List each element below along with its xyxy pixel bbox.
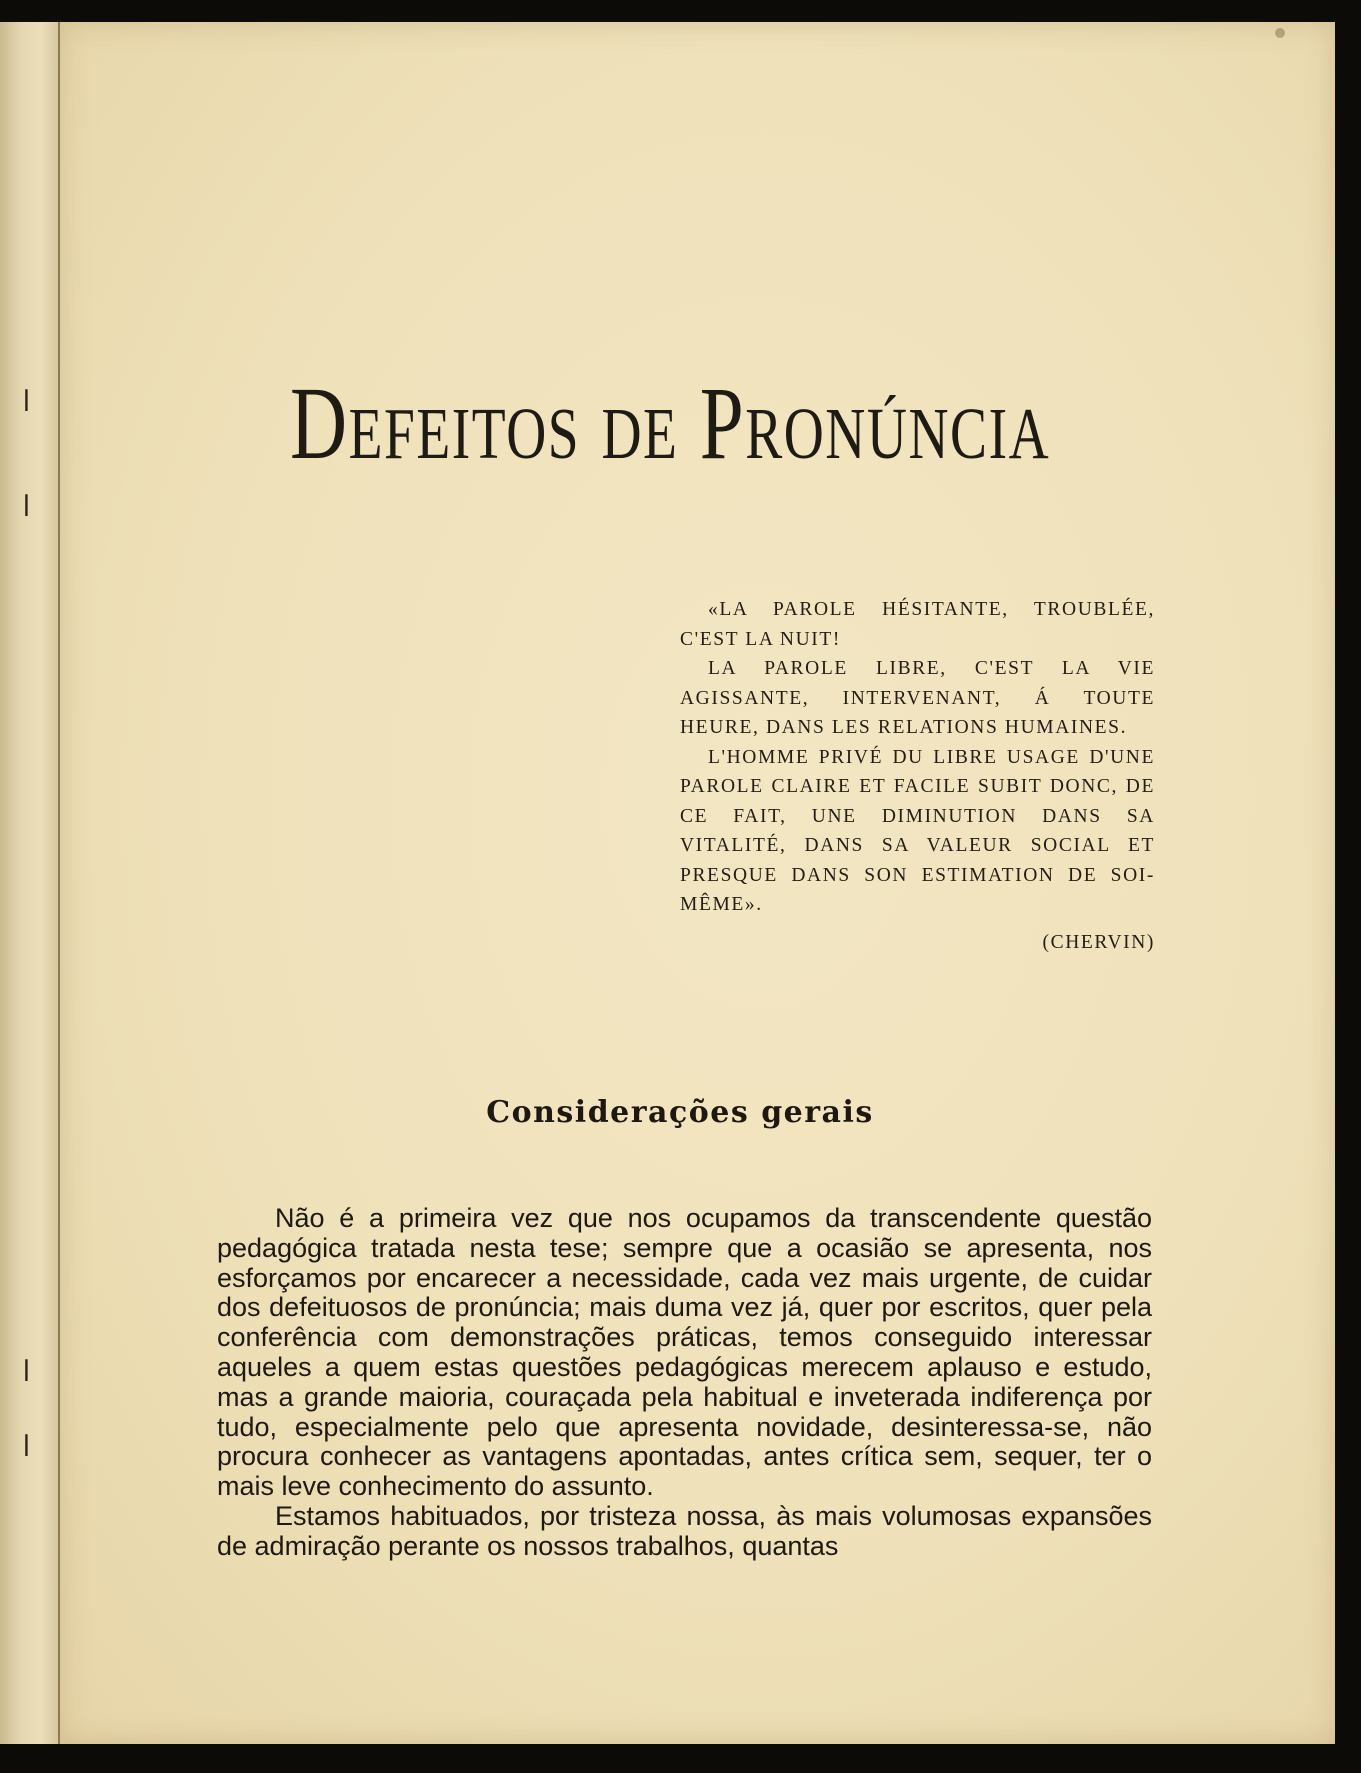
- binding-mark: ǀ: [22, 384, 31, 419]
- binding-mark: ǀ: [22, 1429, 31, 1464]
- epigraph-paragraph: «LA PAROLE HÉSITANTE, TROUBLÉE, C'EST LA NUIT!: [680, 599, 1155, 650]
- title-block: [290, 366, 1150, 482]
- body-paragraph: Não é a primeira vez que nos ocupamos da transcendente questão pedagógica tratada nesta tese; sempre que a ocasião se apresenta, nos esforçamos por encarecer a necessidade, cada vez mais urgente, de cuidar dos defeituosos de pronúncia; mais duma vez já, quer por escritos, quer pela conferência com demonstrações práticas, temos conseguido interessar aqueles a quem estas questões pedagógicas merecem aplauso e estudo, mas a grande maioria, couraçada pela habitual e inveterada indiferença por tudo, especialmente pelo que apresenta novidade, desinteressa-se, não procura conhecer as vantagens apontadas, antes crítica sem, sequer, ter o mais leve conhecimento do assunto.: [217, 1203, 1152, 1502]
- epigraph-attribution: (CHERVIN): [1042, 931, 1155, 953]
- body-text: [217, 1204, 1152, 1562]
- epigraph-paragraph: LA PAROLE LIBRE, C'EST LA VIE AGISSANTE, INTERVENANT, Á TOUTE HEURE, DANS LES RELATIONS HUMAINES.: [680, 658, 1155, 738]
- epigraph-quote: [680, 595, 1155, 957]
- paper-stain: [1275, 28, 1285, 38]
- page-title: Defeitos de Pronúncia: [290, 366, 1051, 481]
- epigraph-paragraph: L'HOMME PRIVÉ DU LIBRE USAGE D'UNE PAROLE CLAIRE ET FACILE SUBIT DONC, DE CE FAIT, UNE DIMINUTION DANS SA VITALITÉ, DANS SA VALEUR SOCIAL ET PRESQUE DANS SON ESTIMATION DE SOI-MÊME».: [680, 746, 1155, 915]
- section-heading: Considerações gerais: [486, 1095, 874, 1130]
- binding-mark: ǀ: [22, 489, 31, 524]
- body-paragraph: Estamos habituados, por tristeza nossa, às mais volumosas expansões de admiração perante os nossos trabalhos, quantas: [217, 1500, 1152, 1561]
- document-page: [60, 22, 1335, 1744]
- binding-mark: ǀ: [22, 1354, 31, 1389]
- left-page-edge: [0, 22, 60, 1744]
